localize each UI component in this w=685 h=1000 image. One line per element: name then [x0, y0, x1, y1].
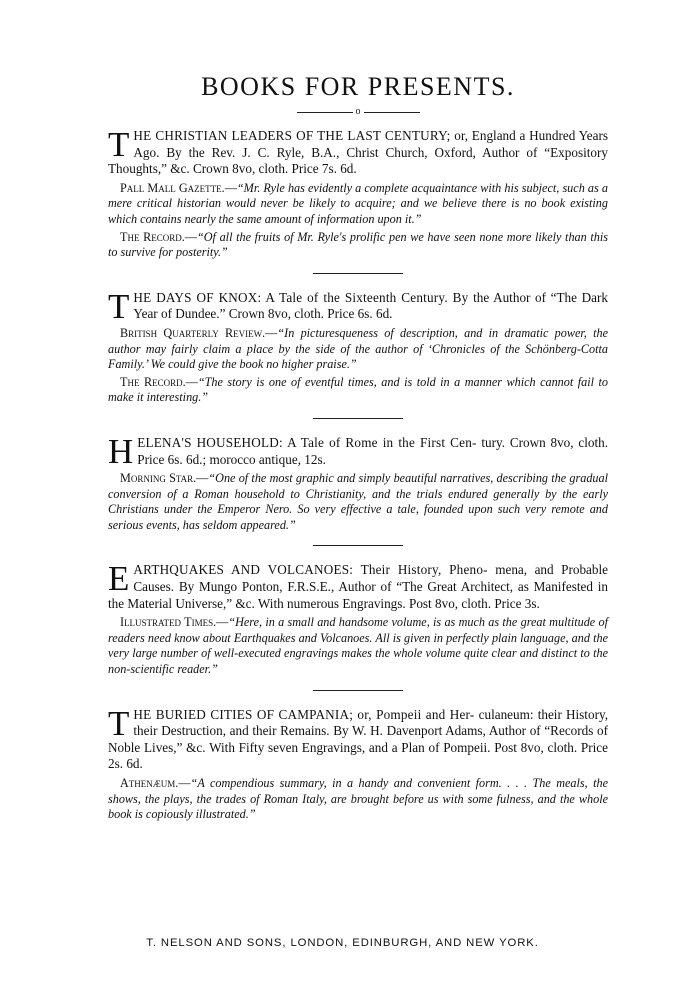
drop-cap: T [108, 125, 130, 164]
review-text: “In picturesqueness of description, and in dramatic power, the author may fairly claim a place by the side of the author of ‘Chronicles of the Schönberg-Cotta Family.’ We could give the book no higher praise.” [108, 325, 609, 372]
section-divider [313, 545, 403, 546]
review-text: “Here, in a small and handsome volume, is as much as the great multitude of readers need know about Earthquakes and Volcanoes. All is given in perfectly plain language, and the very large number of well-executed engravings makes the whole volume quite clear and distinct to the non-scientific reader.” [108, 615, 608, 677]
book-description: the Author of “The Dark Year of Dundee.” Crown 8vo, cloth. Price 6s. 6d. [133, 289, 608, 322]
page [108, 72, 608, 825]
book-description: culaneum: their History, their Destruction, and their Remains. By W. H. Davenport Adams, Author of “Records of Noble Lives,” &c. With Fifty seven Engravings, and a Plan of Pompeii. Post 8vo, cloth. Price 2s. 6d. [108, 706, 608, 772]
drop-cap: T [108, 286, 130, 326]
title-ornament-rule [108, 106, 608, 118]
review-source: Pall Mall Gazette.— [120, 180, 237, 195]
review-source: Athenæum.— [120, 776, 191, 790]
review-quote [108, 181, 608, 228]
review-quote [108, 230, 608, 261]
section-divider [313, 418, 403, 419]
book-entry [108, 286, 609, 406]
book-entry [108, 431, 609, 534]
book-heading [108, 286, 608, 326]
book-entry [108, 125, 609, 261]
book-title: HE BURIED CITIES OF CAMPANIA; or, Pompeii and Her- [133, 706, 475, 722]
book-title: HE DAYS OF KNOX: A Tale of the Sixteenth Century. By [133, 289, 469, 305]
ornament-line-right [364, 112, 420, 113]
book-heading [108, 431, 609, 471]
book-entry [108, 559, 608, 677]
book-list [108, 125, 609, 823]
review-text: “A compendious summary, in a handy and convenient form. . . . The meals, the shows, the plays, the trades of Roman Italy, are brought before us with some fulness, and the whole book is copiously illustrated.” [108, 776, 608, 822]
book-entry [108, 703, 608, 823]
book-title: ARTHQUAKES AND VOLCANOES: Their History, Pheno- [133, 562, 488, 578]
section-divider [313, 273, 403, 274]
book-description: or, England a Hundred Years Ago. By the Rev. J. C. Ryle, B.A., Christ Church, Oxford, Author of “Expository Thoughts,” &c. Crown 8vo, cloth. Price 7s. 6d. [108, 128, 609, 177]
review-source: The Record.— [120, 374, 198, 389]
ornament-mark: o [355, 106, 361, 117]
book-description: tury. Crown 8vo, cloth. Price 6s. 6d.; morocco antique, 12s. [137, 434, 609, 467]
drop-cap: T [108, 703, 130, 743]
book-heading [108, 703, 608, 773]
book-heading [108, 559, 608, 612]
review-source: British Quarterly Review.— [120, 325, 278, 340]
page-title: BOOKS FOR PRESENTS. [201, 72, 515, 101]
review-quote [108, 326, 608, 373]
ornament-line-left [297, 112, 353, 113]
book-description: mena, and Probable Causes. By Mungo Ponton, F.R.S.E., Author of “The Great Architect, as Manifested in the Material Universe,” &c. With numerous Engravings. Post 8vo, cloth. Price 3s. [108, 562, 608, 611]
review-text: “The story is one of eventful times, and is told in a manner which cannot fail to make it interesting.” [108, 374, 608, 405]
review-quote [108, 471, 608, 533]
review-source: Morning Star.— [120, 471, 209, 486]
review-quote [108, 615, 608, 677]
review-quote [108, 375, 608, 406]
review-text: “Of all the fruits of Mr. Ryle's prolific pen we have seen none more likely than this to survive for posterity.” [108, 229, 608, 260]
review-source: The Record.— [120, 229, 197, 244]
drop-cap: H [108, 431, 134, 471]
section-divider [313, 690, 403, 691]
review-text: “One of the most graphic and simply beautiful narratives, describing the gradual conversion of a Roman household to Christianity, and the trials endured generally by the early Christians under the Emperor Nero. So very effective a tale, founded upon such very remote and serious events, has seldom appeared.” [108, 471, 608, 532]
review-source: Illustrated Times.— [120, 615, 229, 630]
review-text: “Mr. Ryle has evidently a complete acquaintance with his subject, such as a mere critical historian would never be likely to acquire; and we believe there is no book existing which contains nearly the same amount of information upon it.” [108, 180, 608, 226]
book-heading [108, 125, 609, 178]
review-quote [108, 776, 608, 823]
publisher-footer: T. NELSON AND SONS, LONDON, EDINBURGH, AND NEW YORK. [146, 937, 539, 949]
book-title: ELENA'S HOUSEHOLD: A Tale of Rome in the First Cen- [137, 434, 477, 450]
drop-cap: E [108, 559, 130, 599]
book-title: HE CHRISTIAN LEADERS OF THE LAST CENTURY; [133, 128, 451, 143]
